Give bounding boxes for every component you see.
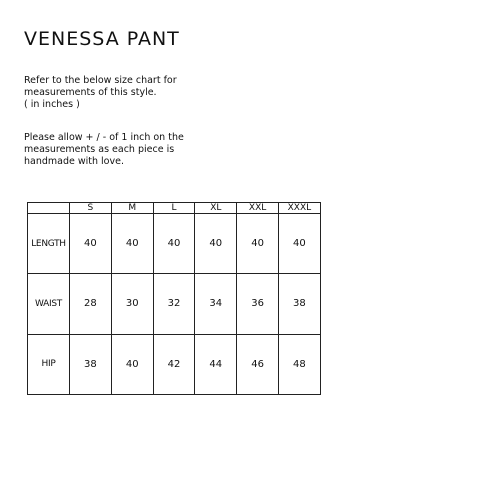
size-header-l: L <box>153 203 195 214</box>
note-line: handmade with love. <box>24 156 124 167</box>
size-header-s: S <box>70 203 112 214</box>
intro-line: measurements of this style. <box>24 87 157 98</box>
table-cell: 36 <box>237 274 279 334</box>
table-cell: 30 <box>111 274 153 334</box>
table-cell: 38 <box>278 274 320 334</box>
table-row-hip <box>28 334 321 394</box>
note-line: measurements as each piece is <box>24 144 175 155</box>
table-cell: 40 <box>111 334 153 394</box>
table-cell: 40 <box>111 214 153 274</box>
table-cell: 34 <box>195 274 237 334</box>
table-cell: 44 <box>195 334 237 394</box>
size-header-row <box>28 203 321 214</box>
tolerance-note <box>24 132 224 168</box>
corner-cell <box>28 203 70 214</box>
page-title: VENESSA PANT <box>24 28 180 50</box>
size-header-xxl: XXL <box>237 203 279 214</box>
intro-text <box>24 75 224 111</box>
intro-line: ( in inches ) <box>24 99 80 110</box>
row-label-hip: HIP <box>28 334 70 394</box>
table-cell: 40 <box>195 214 237 274</box>
intro-line: Refer to the below size chart for <box>24 75 177 86</box>
row-label-waist: WAIST <box>28 274 70 334</box>
table-cell: 40 <box>237 214 279 274</box>
table-cell: 46 <box>237 334 279 394</box>
size-chart-table <box>27 202 321 395</box>
table-row-length <box>28 214 321 274</box>
table-cell: 48 <box>278 334 320 394</box>
size-header-xxxl: XXXL <box>278 203 320 214</box>
table-cell: 38 <box>70 334 112 394</box>
table-cell: 40 <box>278 214 320 274</box>
table-cell: 42 <box>153 334 195 394</box>
table-cell: 40 <box>70 214 112 274</box>
table-row-waist <box>28 274 321 334</box>
size-header-xl: XL <box>195 203 237 214</box>
size-header-m: M <box>111 203 153 214</box>
table-cell: 28 <box>70 274 112 334</box>
table-cell: 40 <box>153 214 195 274</box>
note-line: Please allow + / - of 1 inch on the <box>24 132 184 143</box>
table-cell: 32 <box>153 274 195 334</box>
row-label-length: LENGTH <box>28 214 70 274</box>
